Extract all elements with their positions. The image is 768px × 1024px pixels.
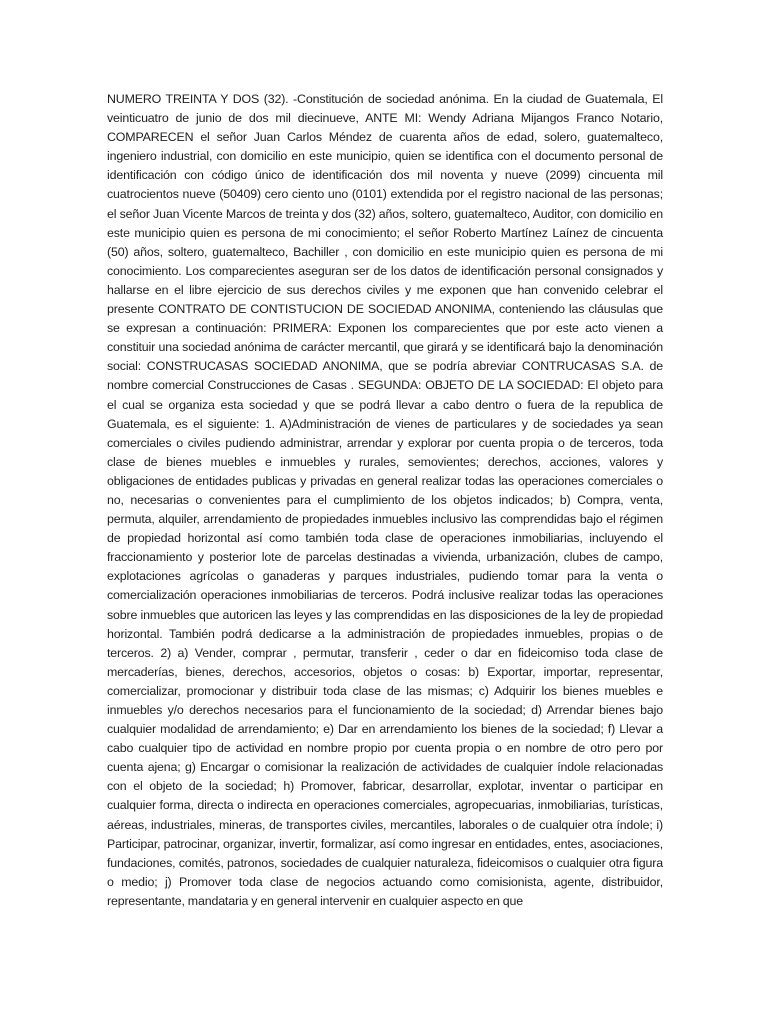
document-body-text: NUMERO TREINTA Y DOS (32). -Constitución de sociedad anónima. En la ciudad de Guatemala, El veinticuatro de junio de dos mil diecinueve, ANTE MI: Wendy Adriana Mijangos Franco Notario, COMPARECEN el señor Juan Carlos Méndez de cuarenta años de edad, solero, guatemalteco, ingeniero industrial, con domicilio en este municipio, quien se identifica con el documento personal de identificación con código único de identificación dos mil noventa y nueve (2099) cincuenta mil cuatrocientos nueve (50409) cero ciento uno (0101) extendida por el registro nacional de las personas; el señor Juan Vicente Marcos de treinta y dos (32) años, soltero, guatemalteco, Auditor, con domicilio en este municipio quien es persona de mi conocimiento; el señor Roberto Martínez Laínez de cincuenta (50) años, soltero, guatemalteco, Bachiller , con domicilio en este municipio quien es persona de mi conocimiento. Los comparecientes aseguran ser de los datos de identificación personal consignados y hallarse en el libre ejercicio de sus derechos civiles y me exponen que han convenido celebrar el presente CONTRATO DE CONTISTUCION DE SOCIEDAD ANONIMA, conteniendo las cláusulas que se expresan a continuación: PRIMERA: Exponen los comparecientes que por este acto vienen a constituir una sociedad anónima de carácter mercantil, que girará y se identificará bajo la denominación social: CONSTRUCASAS SOCIEDAD ANONIMA, que se podría abreviar CONTRUCASAS S.A. de nombre comercial Construcciones de Casas . SEGUNDA: OBJETO DE LA SOCIEDAD: El objeto para el cual se organiza esta sociedad y que se podrá llevar a cabo dentro o fuera de la republica de Guatemala, es el siguiente: 1. A)Administración de vienes de particulares y de sociedades ya sean comerciales o civiles pudiendo administrar, arrendar y explorar por cuenta propia o de terceros, toda clase de bienes muebles e inmuebles y rurales, semovientes; derechos, acciones, valores y obligaciones de entidades publicas y privadas en general realizar todas las operaciones comerciales o no, necesarias o convenientes para el cumplimiento de los objetos indicados; b) Compra, venta, permuta, alquiler, arrendamiento de propiedades inmuebles inclusivo las comprendidas bajo el régimen de propiedad horizontal así como también toda clase de operaciones inmobiliarias, incluyendo el fraccionamiento y posterior lote de parcelas destinadas a vivienda, urbanización, clubes de campo, explotaciones agrícolas o ganaderas y parques industriales, pudiendo tomar para la venta o comercialización operaciones inmobiliarias de terceros. Podrá inclusive realizar todas las operaciones sobre inmuebles que autoricen las leyes y las comprendidas en las disposiciones de la ley de propiedad horizontal. También podrá dedicarse a la administración de propiedades inmuebles, propias o de terceros. 2) a) Vender, comprar , permutar, transferir , ceder o dar en fideicomiso toda clase de mercaderías, bienes, derechos, accesorios, objetos o cosas: b) Exportar, importar, representar, comercializar, promocionar y distribuir toda clase de las mismas; c) Adquirir los bienes muebles e inmuebles y/o derechos necesarios para el funcionamiento de la sociedad; d) Arrendar bienes bajo cualquier modalidad de arrendamiento; e) Dar en arrendamiento los bienes de la sociedad; f) Llevar a cabo cualquier tipo de actividad en nombre propio por cuenta propia o en nombre de otro pero por cuenta ajena; g) Encargar o comisionar la realización de actividades de cualquier índole relacionadas con el objeto de la sociedad; h) Promover, fabricar, desarrollar, explotar, inventar o participar en cualquier forma, directa o indirecta en operaciones comerciales, agropecuarias, inmobiliarias, turísticas, aéreas, industriales, mineras, de transportes civiles, mercantiles, laborales o de cualquier otra índole; i) Participar, patrocinar, organizar, invertir, formalizar, así como ingresar en entidades, entes, asociaciones, fundaciones, comités, patronos, sociedades de cualquier naturaleza, fideicomisos o cualquier otra figura o medio; j) Promover toda clase de negocios actuando como comisionista, agente, distribuidor, representante, mandataria y en general intervenir en cualquier aspecto en que (107, 92, 663, 908)
document-page (107, 90, 663, 911)
